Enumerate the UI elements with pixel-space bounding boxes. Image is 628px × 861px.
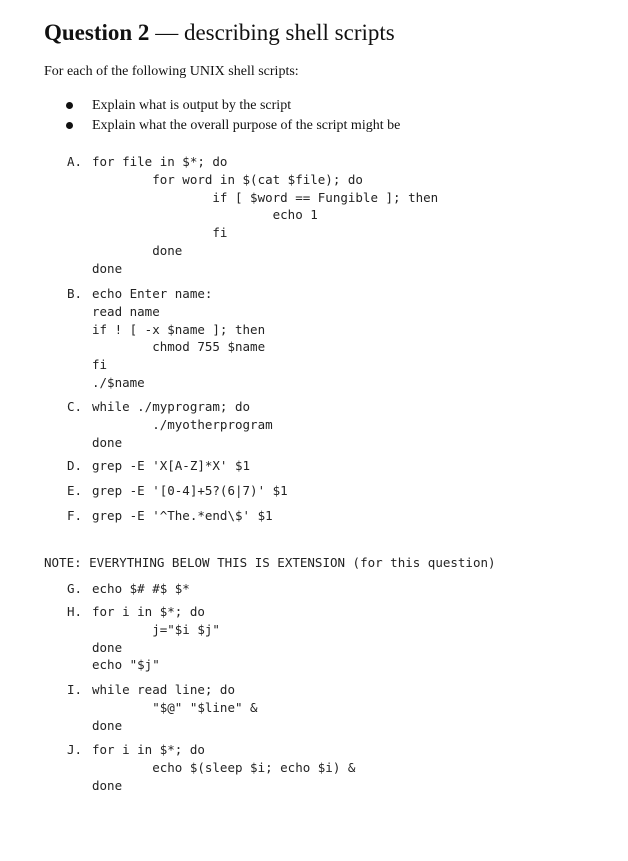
task-text: Explain what the overall purpose of the script might be — [92, 118, 401, 133]
question-title — [44, 20, 395, 46]
task-item — [62, 116, 400, 136]
script-g-label: G. — [67, 581, 83, 596]
script-f-code: grep -E '^The.*end\$' $1 — [92, 508, 273, 523]
script-e-code: grep -E '[0-4]+5?(6|7)' $1 — [92, 483, 288, 498]
task-text: Explain what is output by the script — [92, 98, 292, 113]
script-a-code: for file in $*; do for word in $(cat $file); do if [ $word == Fungible ]; then echo 1 fi done done — [92, 154, 439, 276]
script-d-code: grep -E 'X[A-Z]*X' $1 — [92, 458, 251, 473]
script-e-label: E. — [67, 483, 83, 498]
script-j-label: J. — [67, 742, 83, 757]
question-subtitle: describing shell scripts — [183, 20, 395, 45]
question-number: Question 2 — [44, 20, 150, 45]
script-g-code: echo $# #$ $* — [92, 581, 190, 596]
title-dash: — — [149, 20, 184, 45]
script-h-code: for i in $*; do j="$i $j" done echo "$j" — [92, 604, 220, 673]
script-h-label: H. — [67, 604, 83, 619]
task-list — [62, 96, 400, 136]
bullet-icon — [66, 122, 73, 129]
script-c-label: C. — [67, 399, 83, 414]
script-i-code: while read line; do "$@" "$line" & done — [92, 682, 258, 733]
task-item — [62, 96, 400, 116]
script-b-code: echo Enter name: read name if ! [ -x $name ]; then chmod 755 $name fi ./$name — [92, 286, 266, 390]
intro-text: For each of the following UNIX shell scripts: — [44, 64, 299, 79]
script-c-code: while ./myprogram; do ./myotherprogram done — [92, 399, 273, 450]
script-j-code: for i in $*; do echo $(sleep $i; echo $i) & done — [92, 742, 356, 793]
script-i-label: I. — [67, 682, 83, 697]
script-a-label: A. — [67, 154, 83, 169]
bullet-icon — [66, 102, 73, 109]
script-b-label: B. — [67, 286, 83, 301]
extension-note: NOTE: EVERYTHING BELOW THIS IS EXTENSION (for this question) — [44, 555, 496, 570]
script-f-label: F. — [67, 508, 83, 523]
script-d-label: D. — [67, 458, 83, 473]
